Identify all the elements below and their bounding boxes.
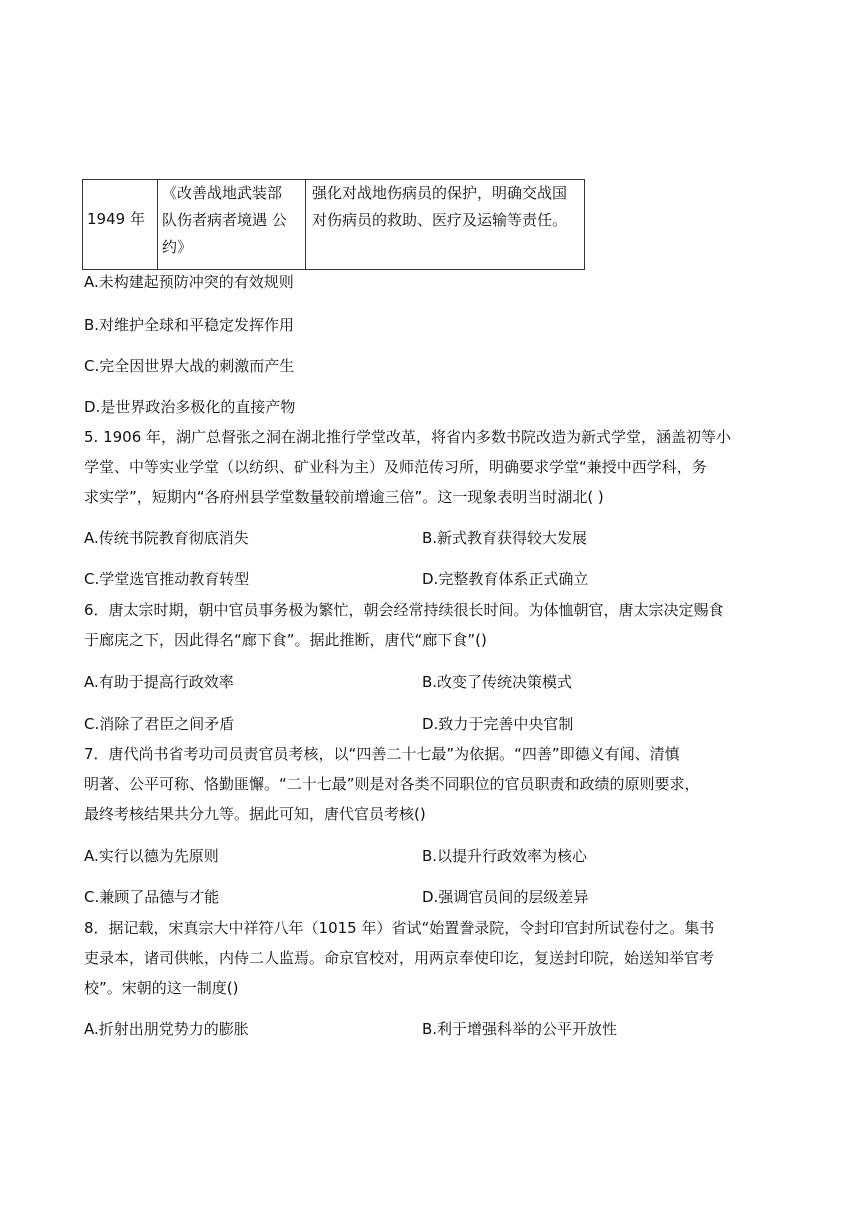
- q5-stem-line-1: 5. 1906 年，湖广总督张之洞在湖北推行学堂改革，将省内多数书院改造为新式学堂，涵盖初等小: [84, 428, 732, 446]
- q7-option-d: D.强调官员间的层级差异: [422, 888, 589, 906]
- q6-option-a: A.有助于提高行政效率: [84, 673, 234, 691]
- q6-option-c: C.消除了君臣之间矛盾: [84, 715, 235, 733]
- q8-option-a: A.折射出朋党势力的膨胀: [84, 1020, 249, 1038]
- q7-option-a: A.实行以德为先原则: [84, 847, 219, 865]
- q5-option-d: D.完整教育体系正式确立: [422, 570, 589, 588]
- year-text: 1949 年: [87, 210, 145, 228]
- q4-option-b: B.对维护全球和平稳定发挥作用: [84, 316, 295, 334]
- treaty-line-1: 《改善战地武装部: [162, 184, 283, 202]
- q5-stem-line-2: 学堂、中等实业学堂（以纺织、矿业科为主）及师范传习所，明确要求学堂“兼授中西学科，务: [84, 458, 707, 476]
- q6-option-d: D.致力于完善中央官制: [422, 715, 574, 733]
- table-cell-year: [83, 180, 158, 269]
- q5-stem-line-3: 求实学”，短期内“各府州县学堂数量较前增逾三倍”。这一现象表明当时湖北( ): [84, 488, 604, 506]
- q7-stem-line-3: 最终考核结果共分九等。据此可知，唐代官员考核(): [84, 805, 426, 823]
- q8-stem-line-3: 校”。宋朝的这一制度(): [84, 979, 239, 997]
- treaty-line-2: 队伤者病者境遇 公: [162, 211, 287, 229]
- q5-option-a: A.传统书院教育彻底消失: [84, 529, 249, 547]
- q8-stem-line-1: 8．据记载，宋真宗大中祥符八年（1015 年）省试“始置誊录院，令封印官封所试卷付之。集书: [84, 919, 715, 937]
- q6-option-b: B.改变了传统决策模式: [422, 673, 573, 691]
- q7-option-b: B.以提升行政效率为核心: [422, 847, 588, 865]
- q7-stem-line-1: 7．唐代尚书省考功司员责官员考核，以“四善二十七最”为依据。“四善”即德义有闻、清慎: [84, 745, 680, 763]
- policy-table: [82, 179, 585, 270]
- table-cell-content: [306, 180, 584, 269]
- q6-stem-line-1: 6．唐太宗时期，朝中官员事务极为繁忙，朝会经常持续很长时间。为体恤朝官，唐太宗决定赐食: [84, 601, 724, 619]
- content-line-2: 对伤病员的救助、医疗及运输等责任。: [312, 211, 568, 229]
- table-cell-treaty: [158, 180, 306, 269]
- q7-option-c: C.兼顾了品德与才能: [84, 888, 220, 906]
- q4-option-a: A.未构建起预防冲突的有效规则: [84, 273, 294, 291]
- q5-option-c: C.学堂选官推动教育转型: [84, 570, 250, 588]
- q8-stem-line-2: 吏录本，诸司供帐，内侍二人监焉。命京官校对，用两京奉使印讫，复送封印院，始送知举官考: [84, 949, 715, 967]
- q4-option-d: D.是世界政治多极化的直接产物: [84, 398, 296, 416]
- treaty-line-3: 约》: [162, 238, 193, 256]
- content-line-1: 强化对战地伤病员的保护，明确交战国: [312, 184, 568, 202]
- q7-stem-line-2: 明著、公平可称、恪勤匪懈。“二十七最”则是对各类不同职位的官员职责和政绩的原则要求，: [84, 775, 700, 793]
- q6-stem-line-2: 于廊庑之下，因此得名“廊下食”。据此推断，唐代“廊下食”(): [84, 631, 487, 649]
- q4-option-c: C.完全因世界大战的刺激而产生: [84, 357, 295, 375]
- q8-option-b: B.利于增强科举的公平开放性: [422, 1020, 618, 1038]
- q5-option-b: B.新式教育获得较大发展: [422, 529, 588, 547]
